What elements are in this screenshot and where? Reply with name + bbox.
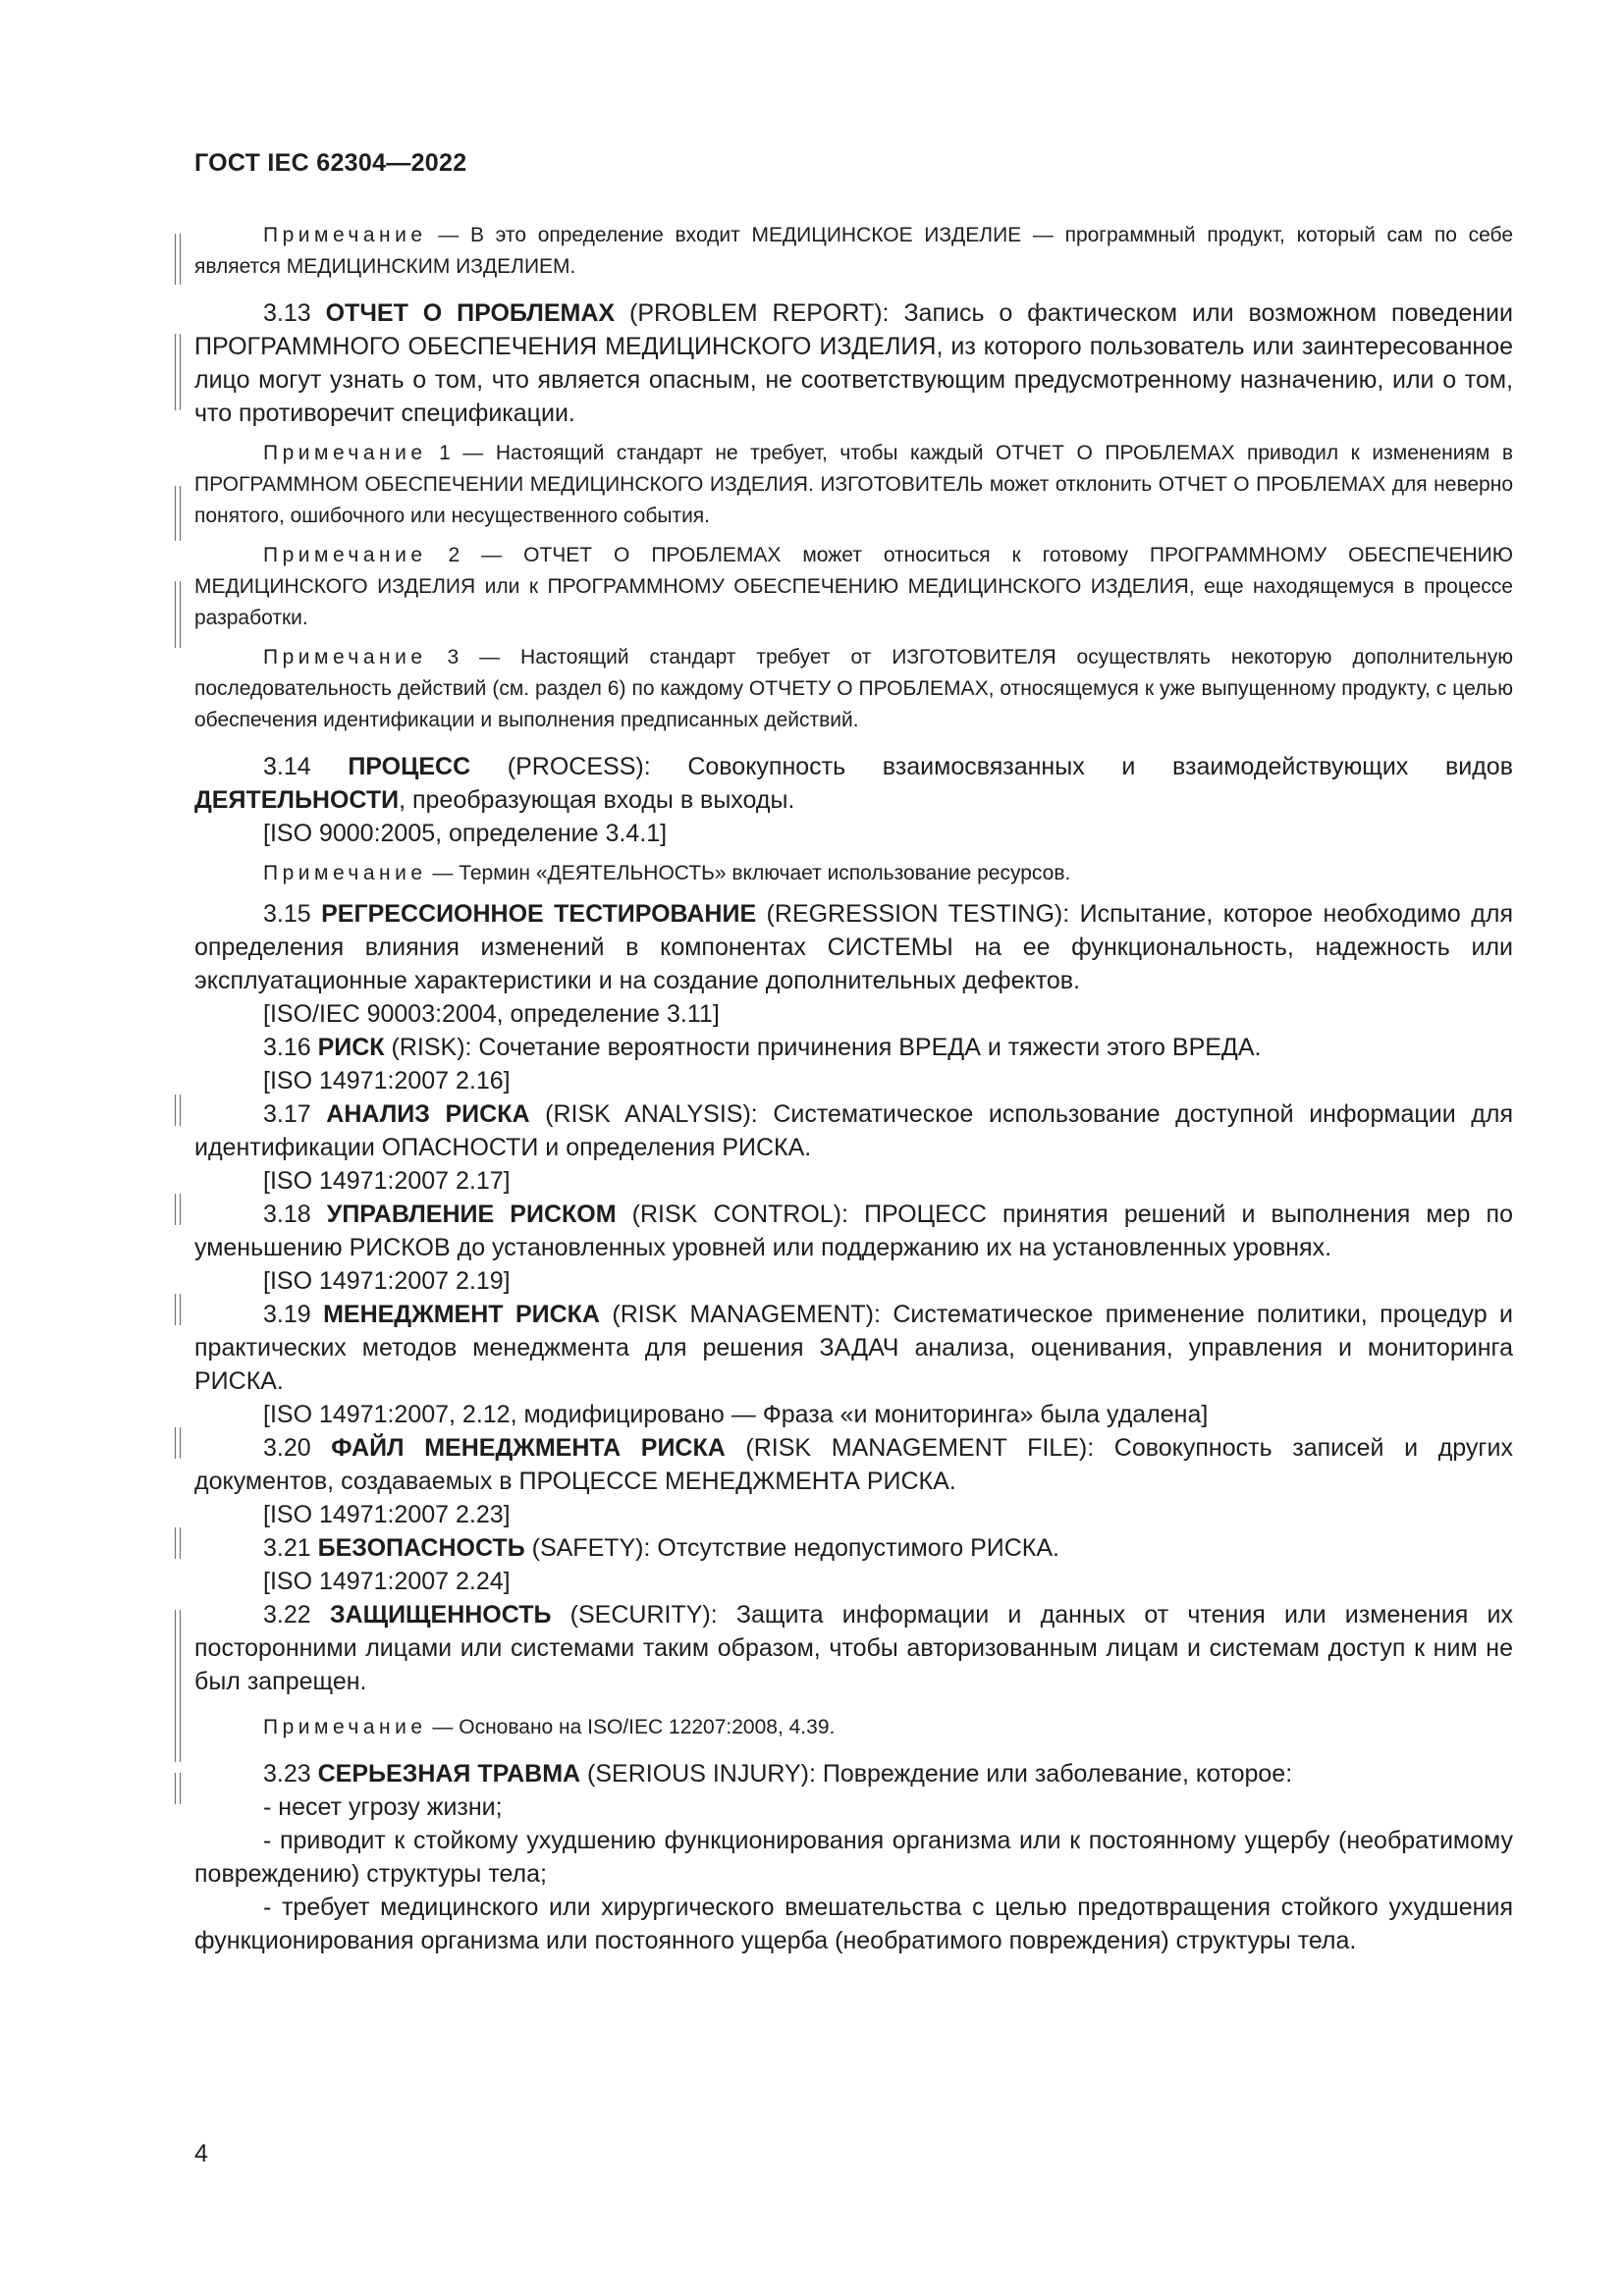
change-bar [175, 1095, 181, 1126]
note: Примечание 2 — ОТЧЕТ О ПРОБЛЕМАХ может относиться к готовому ПРОГРАММНОМУ ОБЕСПЕЧЕНИЮ МЕДИЦИНСКОГО ИЗДЕЛИЯ или к ПРОГРАММНОМУ ОБЕСПЕЧЕНИЮ МЕДИЦИНСКОГО ИЗДЕЛИЯ, еще находящемуся в процессе разработки. [194, 544, 1513, 629]
term: ФАЙЛ МЕНЕДЖМЕНТА РИСКА [331, 1434, 726, 1462]
term: ОТЧЕТ О ПРОБЛЕМАХ [325, 299, 616, 327]
note: Примечание 3 — Настоящий стандарт требует от ИЗГОТОВИТЕЛЯ осуществлять некоторую дополнительную последовательность действий (см. раздел 6) по каждому ОТЧЕТУ О ПРОБЛЕМАХ, относящемуся к уже выпущенному продукту, с целью обеспечения идентификации и выполнения предписанных действий. [194, 646, 1513, 731]
definition-3-18: 3.18 УПРАВЛЕНИЕ РИСКОМ (RISK CONTROL): ПРОЦЕСС принятия решений и выполнения мер по уменьшению РИСКОВ до установленных уровней или поддержанию их на установленных уровнях. [194, 1201, 1513, 1261]
list-item: - несет угрозу жизни; [263, 1793, 503, 1821]
change-bar [175, 581, 181, 648]
definition-3-15: 3.15 РЕГРЕССИОННОЕ ТЕСТИРОВАНИЕ (REGRESSION TESTING): Испытание, которое необходимо для определения влияния изменений в компонентах СИСТЕМЫ на ее функциональность, надежность или эксплуатационные характеристики и на создание дополнительных дефектов. [194, 900, 1513, 994]
note-label: Примечание [263, 544, 427, 566]
reference: [ISO 14971:2007, 2.12, модифицировано — Фраза «и мониторинга» была удалена] [263, 1401, 1209, 1428]
reference: [ISO 14971:2007 2.17] [263, 1167, 511, 1195]
definition-3-21: 3.21 БЕЗОПАСНОСТЬ (SAFETY): Отсутствие недопустимого РИСКА. [263, 1534, 1059, 1562]
page-number: 4 [194, 2140, 208, 2167]
definition-3-16: 3.16 РИСК (RISK): Сочетание вероятности причинения ВРЕДА и тяжести этого ВРЕДА. [263, 1034, 1262, 1061]
change-bar [175, 1610, 181, 1762]
change-bar [175, 1527, 181, 1559]
change-bar [175, 234, 181, 285]
note-label: Примечание [263, 1716, 427, 1738]
note-label: Примечание [263, 224, 427, 246]
definition-3-19: 3.19 МЕНЕДЖМЕНТ РИСКА (RISK MANAGEMENT): Систематическое применение политики, процедур и практических методов менеджмента для решения ЗАДАЧ анализа, оценивания, управления и мониторинга РИСКА. [194, 1301, 1513, 1395]
term: ЗАЩИЩЕННОСТЬ [329, 1601, 552, 1629]
reference: [ISO 14971:2007 2.19] [263, 1267, 511, 1295]
document-body [194, 220, 1513, 1957]
definition-3-13: 3.13 ОТЧЕТ О ПРОБЛЕМАХ (PROBLEM REPORT): Запись о фактическом или возможном поведении ПРОГРАММНОГО ОБЕСПЕЧЕНИЯ МЕДИЦИНСКОГО ИЗДЕЛИЯ, из которого пользователь или заинтересованное лицо могут узнать о том, что является опасным, не соответствующим предусмотренному назначению, или о том, что противоречит спецификации. [194, 299, 1513, 427]
term: СЕРЬЕЗНАЯ ТРАВМА [317, 1760, 581, 1788]
definition-3-14: 3.14 ПРОЦЕСС (PROCESS): Совокупность взаимосвязанных и взаимодействующих видов ДЕЯТЕЛЬНОСТИ, преобразующая входы в выходы. [194, 753, 1513, 814]
change-bar [175, 1427, 181, 1459]
list-item: - требует медицинского или хирургического вмешательства с целью предотвращения стойкого ухудшения функционирования организма или постоянного ущерба (необратимого повреждения) структуры тела. [194, 1894, 1513, 1954]
note: Примечание — Основано на ISO/IEC 12207:2008, 4.39. [263, 1716, 836, 1738]
definition-3-22: 3.22 ЗАЩИЩЕННОСТЬ (SECURITY): Защита информации и данных от чтения или изменения их посторонними лицами или системами таким образом, чтобы авторизованным лицам и системам доступ к ним не был запрещен. [194, 1601, 1514, 1695]
page-header: ГОСТ IEC 62304—2022 [194, 149, 467, 177]
change-bar [175, 1773, 181, 1804]
term: ДЕЯТЕЛЬНОСТИ [194, 786, 400, 814]
term: АНАЛИЗ РИСКА [326, 1100, 530, 1128]
note: Примечание 1 — Настоящий стандарт не требует, чтобы каждый ОТЧЕТ О ПРОБЛЕМАХ приводил к изменениям в ПРОГРАММНОМ ОБЕСПЕЧЕНИИ МЕДИЦИНСКОГО ИЗДЕЛИЯ. ИЗГОТОВИТЕЛЬ может отклонить ОТЧЕТ О ПРОБЛЕМАХ для неверно понятого, ошибочного или несущественного события. [194, 442, 1513, 527]
definition-3-23: 3.23 СЕРЬЕЗНАЯ ТРАВМА (SERIOUS INJURY): Повреждение или заболевание, которое: [263, 1760, 1293, 1788]
reference: [ISO 14971:2007 2.16] [263, 1067, 511, 1095]
term: РЕГРЕССИОННОЕ ТЕСТИРОВАНИЕ [321, 900, 757, 928]
definition-3-20: 3.20 ФАЙЛ МЕНЕДЖМЕНТА РИСКА (RISK MANAGEMENT FILE): Совокупность записей и других документов, создаваемых в ПРОЦЕССЕ МЕНЕДЖМЕНТА РИСКА. [194, 1434, 1513, 1495]
reference: [ISO/IEC 90003:2004, определение 3.11] [263, 1000, 720, 1028]
change-bar [175, 486, 181, 541]
note: Примечание — Термин «ДЕЯТЕЛЬНОСТЬ» включает использование ресурсов. [263, 862, 1071, 884]
term: ПРОЦЕСС [348, 753, 471, 780]
note-label: Примечание [263, 646, 427, 668]
reference: [ISO 14971:2007 2.23] [263, 1501, 511, 1528]
reference: [ISO 14971:2007 2.24] [263, 1568, 511, 1595]
term: РИСК [317, 1034, 385, 1061]
note-label: Примечание [263, 442, 427, 464]
note: Примечание — В это определение входит МЕДИЦИНСКОЕ ИЗДЕЛИЕ — программный продукт, который сам по себе является МЕДИЦИНСКИМ ИЗДЕЛИЕМ. [194, 224, 1513, 278]
term: МЕНЕДЖМЕНТ РИСКА [323, 1301, 600, 1328]
reference: [ISO 9000:2005, определение 3.4.1] [263, 820, 668, 847]
change-bar [175, 1194, 181, 1225]
term: БЕЗОПАСНОСТЬ [317, 1534, 525, 1562]
change-bar [175, 334, 181, 410]
note-label: Примечание [263, 862, 427, 884]
list-item: - приводит к стойкому ухудшению функционирования организма или к постоянному ущербу (необратимому повреждению) структуры тела; [194, 1827, 1513, 1888]
definition-3-17: 3.17 АНАЛИЗ РИСКА (RISK ANALYSIS): Систематическое использование доступной информации для идентификации ОПАСНОСТИ и определения РИСКА. [194, 1100, 1513, 1161]
change-bar [175, 1294, 181, 1325]
term: УПРАВЛЕНИЕ РИСКОМ [326, 1201, 617, 1228]
